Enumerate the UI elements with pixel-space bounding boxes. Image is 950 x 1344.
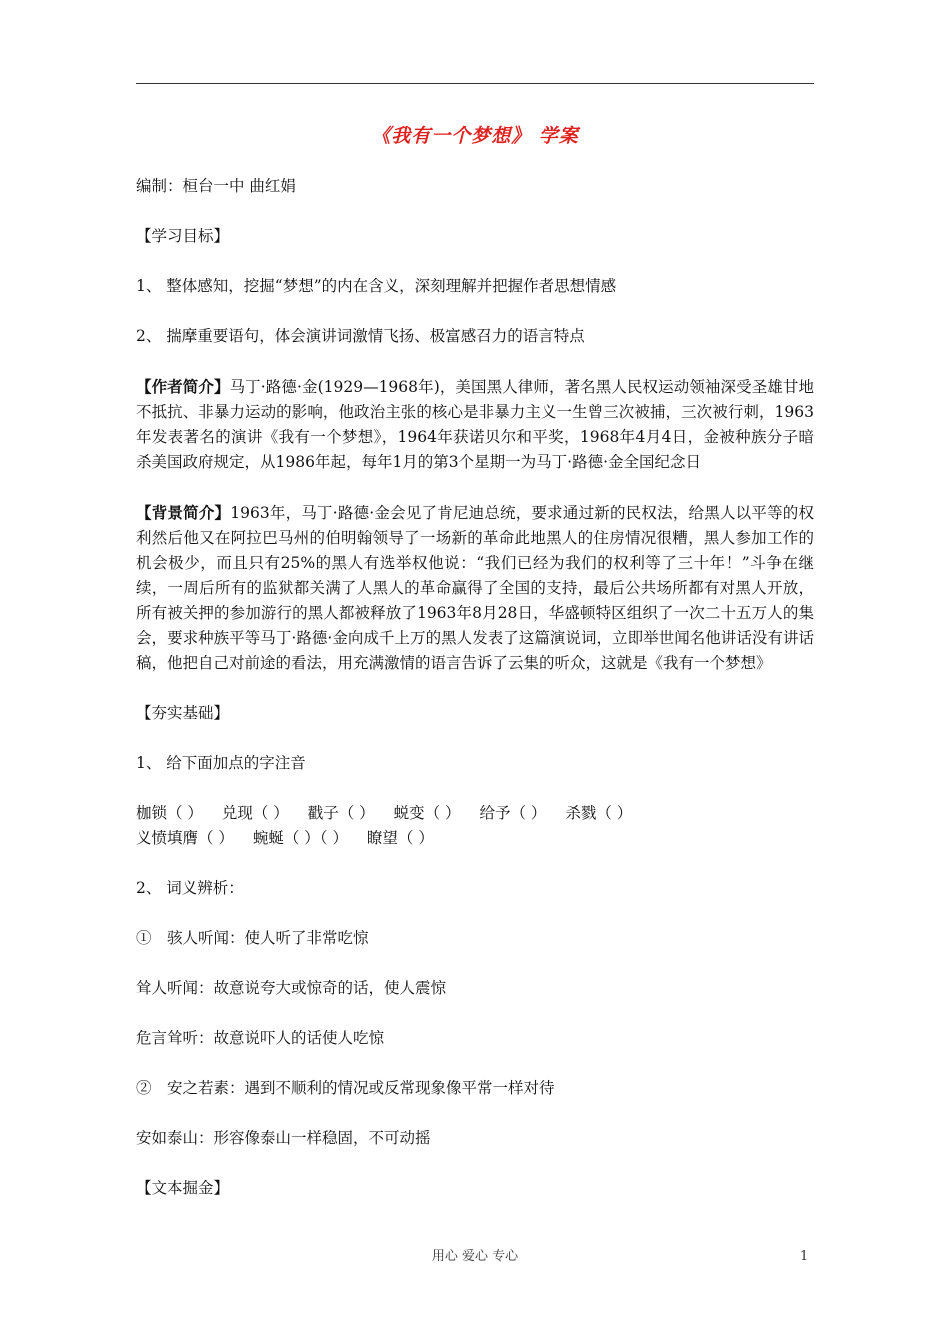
page-number: 1 (800, 1249, 809, 1264)
pinyin-row-2 (136, 826, 814, 851)
document-title: 《我有一个梦想》 学案 (371, 125, 579, 147)
pinyin-item: 枷锁（ ） (136, 804, 203, 822)
question-1: 1、 给下面加点的字注音 (136, 754, 306, 772)
pinyin-item: 兑现（ ） (221, 804, 289, 822)
definition-2: 耸人听闻：故意说夸大或惊奇的话，使人震惊 (136, 979, 447, 997)
goal-item-1: 1、 整体感知，挖掘“梦想”的内在含义，深刻理解并把握作者思想情感 (136, 277, 617, 295)
footer-motto: 用心 爱心 专心 (431, 1249, 519, 1264)
pinyin-item: 杀戮（ ） (565, 804, 633, 822)
background-heading: 【背景简介】 (136, 503, 231, 522)
definition-3: 危言耸听：故意说吓人的话使人吃惊 (136, 1029, 385, 1047)
author-heading: 【作者简介】 (136, 377, 230, 396)
background-text: 1963年，马丁·路德·金会见了肯尼迪总统，要求通过新的民权法，给黑人以平等的权利然后他又在阿拉巴马州的伯明翰领导了一场新的革命此地黑人的住房情况很糟，黑人参加工作的机会极少，而且只有25%的黑人有选举权他说：“我们已经为我们的权利等了三十年！”斗争在继续，一周后所有的监狱都关满了人黑人的革命赢得了全国的支持，最后公共场所都有对黑人开放，所有被关押的参加游行的黑人都被释放了1963年8月28日，华盛顿特区组织了一次二十五万人的集会，要求种族平等马丁·路德·金向成千上万的黑人发表了这篇演说词，立即举世闻名他讲话没有讲话稿，他把自己对前途的看法，用充满激情的语言告诉了云集的听众，这就是《我有一个梦想》 (136, 504, 814, 672)
background-paragraph (136, 500, 814, 676)
pinyin-item: 义愤填膺（ ） (136, 829, 234, 847)
pinyin-item: 给予（ ） (479, 804, 547, 822)
pinyin-item: 蜿蜒（ ）（ ） (252, 829, 348, 847)
pinyin-item: 瞭望（ ） (366, 829, 434, 847)
section-goals-heading: 【学习目标】 (136, 227, 230, 245)
pinyin-item: 蜕变（ ） (393, 804, 461, 822)
document-body (136, 122, 814, 1201)
definition-4: ② 安之若素：遇到不顺利的情况或反常现象像平常一样对待 (136, 1079, 555, 1097)
pinyin-row-1 (136, 801, 814, 826)
goal-item-2: 2、 揣摩重要语句，体会演讲词激情飞扬、极富感召力的语言特点 (136, 327, 585, 345)
author-paragraph (136, 374, 814, 475)
author-text: 马丁·路德·金(1929—1968年)，美国黑人律师，著名黑人民权运动领袖深受圣雄甘地不抵抗、非暴力运动的影响，他政治主张的核心是非暴力主义一生曾三次被捕，三次被行刺，1963年发表著名的演讲《我有一个梦想》，1964年获诺贝尔和平奖，1968年4月4日，金被种族分子暗杀美国政府规定，从1986年起，每年1月的第3个星期一为马丁·路德·金全国纪念日 (136, 378, 814, 471)
definition-5: 安如泰山：形容像泰山一样稳固，不可动摇 (136, 1129, 431, 1147)
section-text-heading: 【文本掘金】 (136, 1179, 230, 1197)
section-basics-heading: 【夯实基础】 (136, 704, 230, 722)
definition-1: ① 骇人听闻：使人听了非常吃惊 (136, 929, 369, 947)
header-rule (136, 83, 814, 84)
pinyin-item: 戳子（ ） (307, 804, 375, 822)
editor-line: 编制：桓台一中 曲红娟 (136, 177, 296, 195)
question-2: 2、 词义辨析： (136, 879, 244, 897)
